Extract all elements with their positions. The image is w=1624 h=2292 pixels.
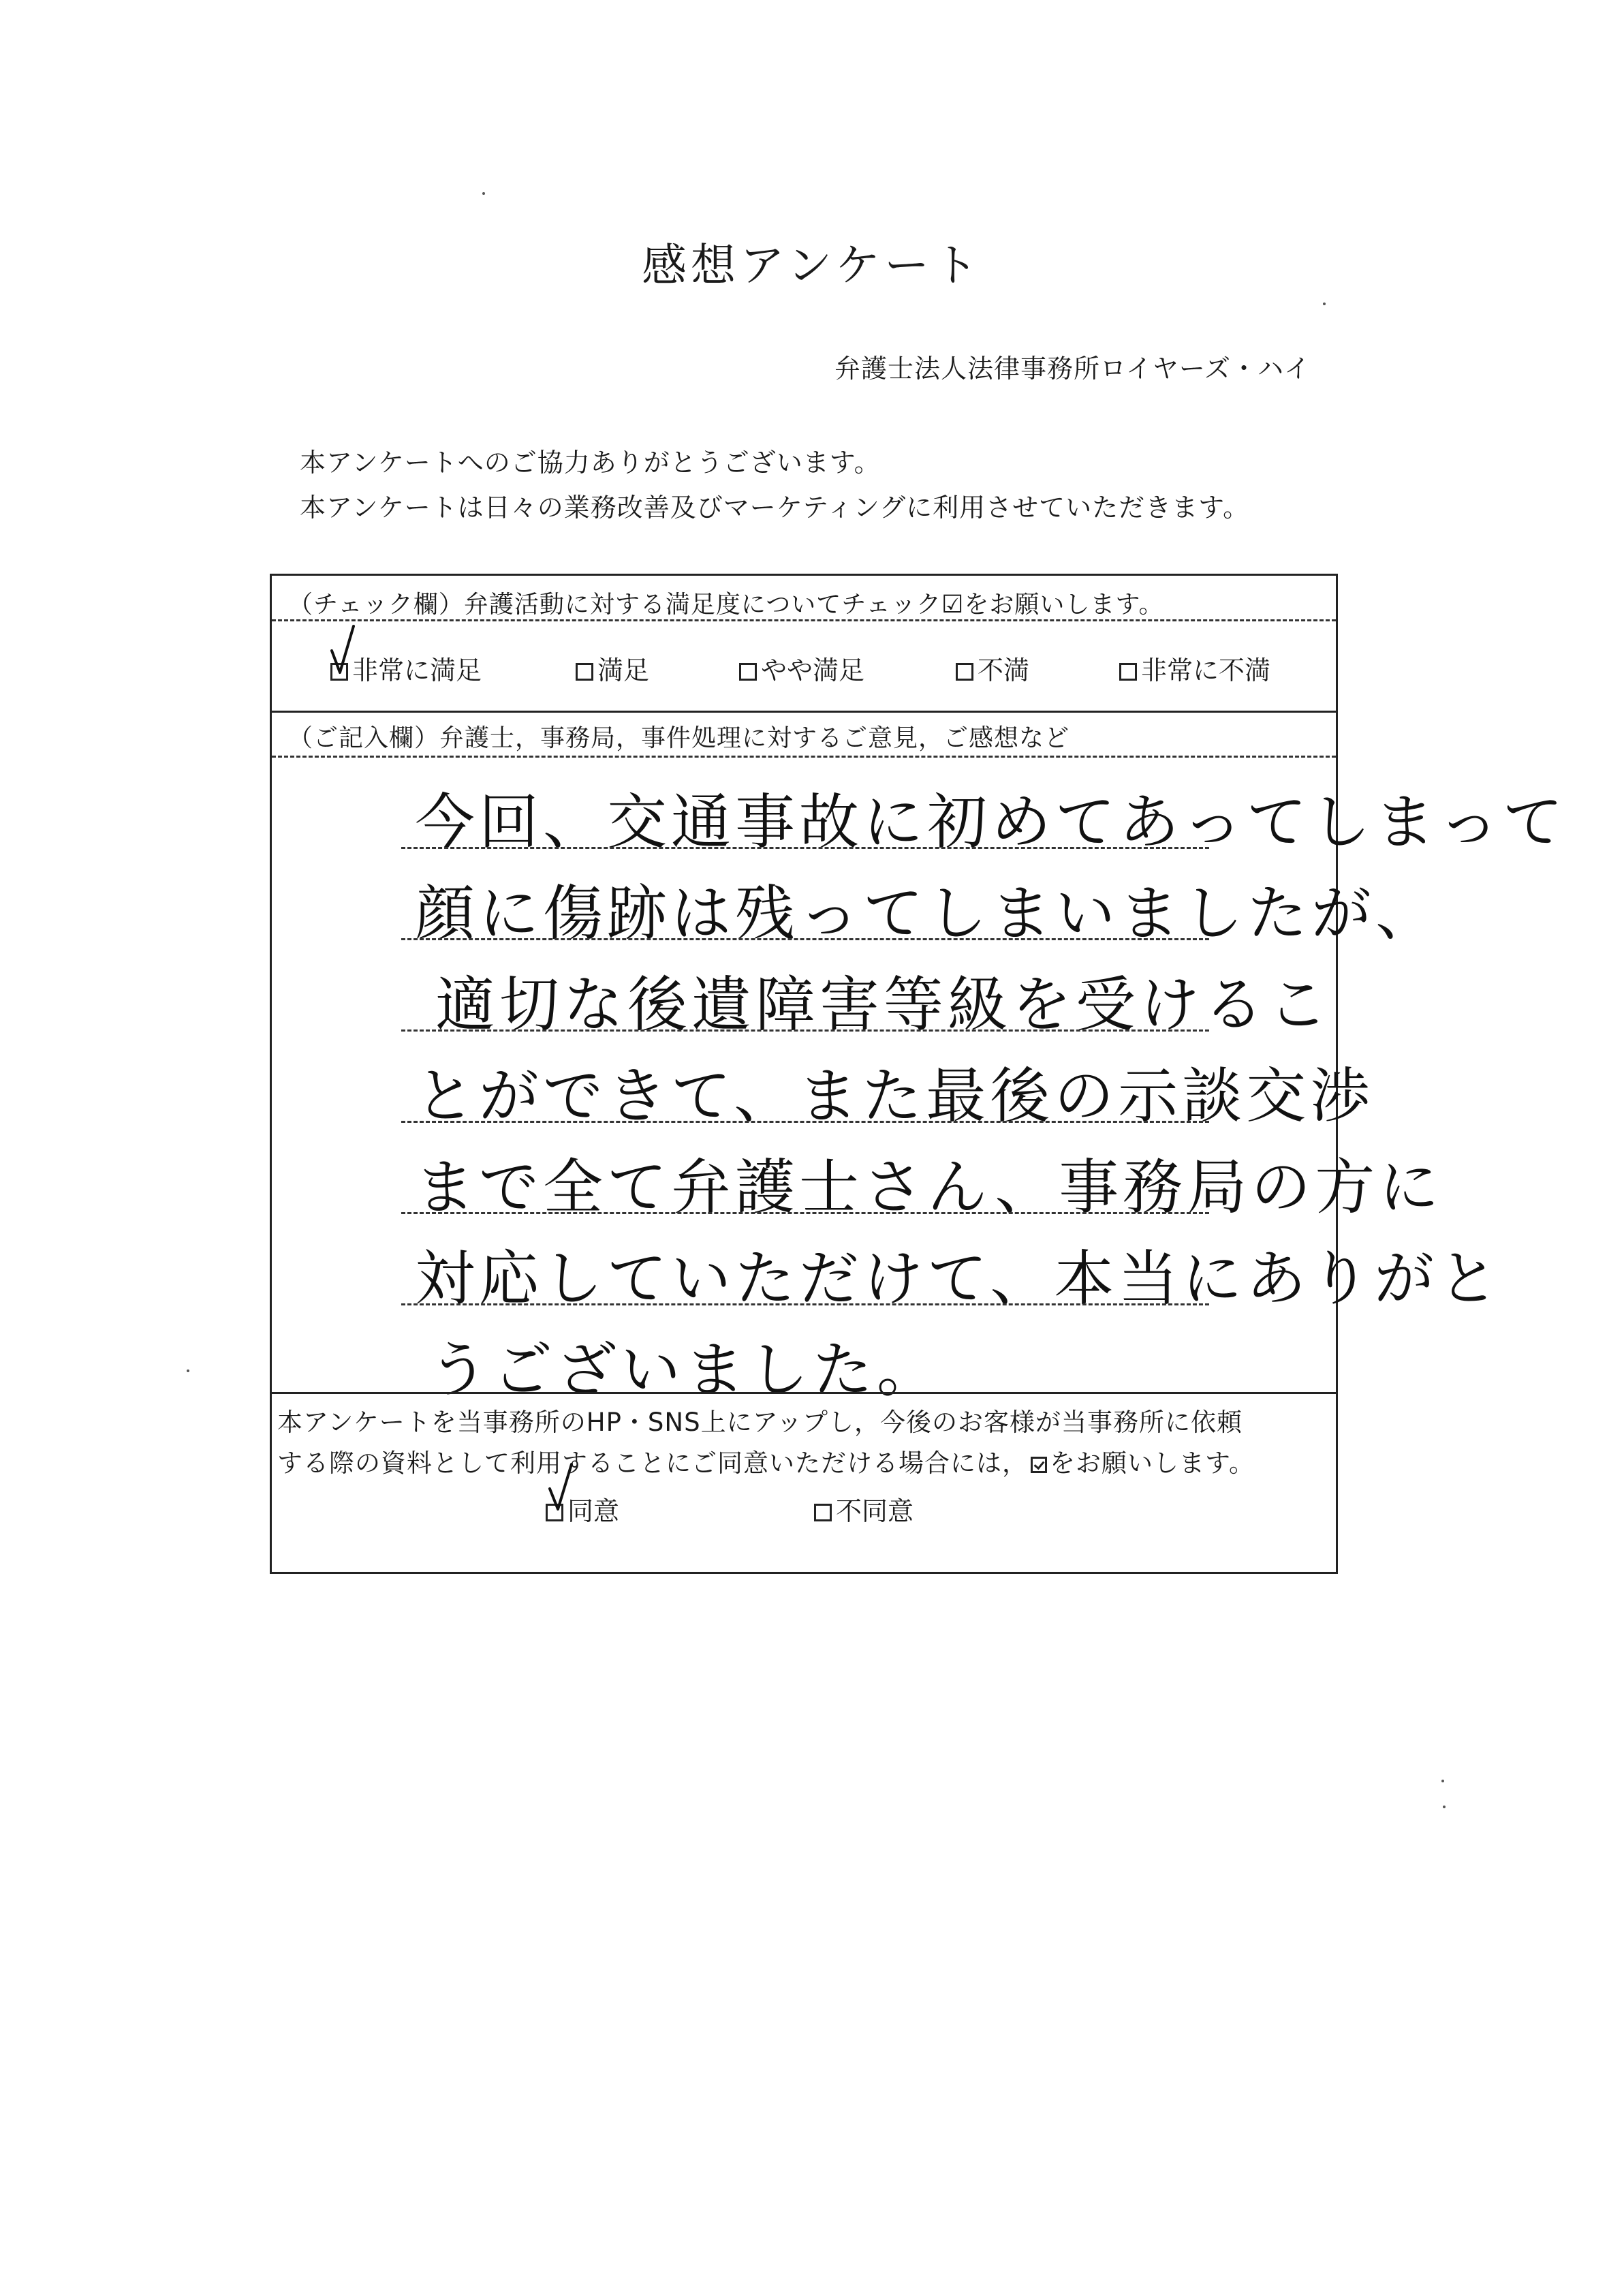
check-section-header: （チェック欄）弁護活動に対する満足度についてチェック☑をお願いします。 (288, 591, 1164, 619)
handwritten-line-5: まで全て弁護士さん、事務局の方に (415, 1152, 1443, 1222)
checkmark-icon (547, 1459, 574, 1513)
section-divider (272, 1392, 1336, 1394)
writing-rule (401, 1029, 1209, 1032)
option-label: やや満足 (761, 655, 865, 685)
handwritten-line-6: 対応していただけて、本当にありがと (415, 1243, 1503, 1314)
option-label: 不満 (978, 655, 1030, 685)
scan-speck (1441, 1780, 1444, 1782)
checkbox-icon[interactable] (814, 1504, 832, 1521)
page-title: 感想アンケート (641, 239, 983, 292)
option-satisfied[interactable] (576, 649, 649, 687)
handwritten-line-4: とができて、また最後の示談交渉 (415, 1061, 1375, 1131)
handwritten-line-7: うございました。 (428, 1335, 941, 1405)
checkmark-icon (329, 623, 356, 678)
writing-rule (401, 938, 1209, 940)
scan-speck (1443, 1806, 1446, 1808)
divider (272, 756, 1336, 758)
intro-line-2: 本アンケートは日々の業務改善及びマーケティングに利用させていただきます。 (300, 493, 1250, 523)
checkbox-icon[interactable] (1119, 663, 1137, 681)
survey-form (270, 574, 1567, 1574)
option-label: 非常に不満 (1141, 655, 1271, 685)
comment-section-header: （ご記入欄）弁護士，事務局，事件処理に対するご意見，ご感想など (288, 724, 1070, 752)
option-label: 同意 (567, 1496, 620, 1526)
handwritten-line-2: 顔に傷跡は残ってしまいましたが、 (415, 878, 1440, 948)
consent-text-line-2: する際の資料として利用することにご同意いただける場合には， をお願いします。 (277, 1449, 1255, 1478)
checkbox-icon[interactable] (739, 663, 757, 681)
checked-box-icon (1031, 1457, 1047, 1473)
writing-rule (401, 1121, 1209, 1123)
writing-rule (401, 847, 1209, 849)
writing-rule (401, 1212, 1209, 1214)
organization-name: 弁護士法人法律事務所ロイヤーズ・ハイ (834, 354, 1311, 384)
checkbox-icon[interactable] (576, 663, 593, 681)
scan-speck (482, 192, 485, 195)
scan-speck (187, 1369, 189, 1372)
option-dissatisfied[interactable] (956, 649, 1029, 687)
option-label: 非常に満足 (352, 655, 482, 685)
checkbox-icon[interactable] (956, 663, 973, 681)
option-very-dissatisfied[interactable] (1119, 649, 1270, 687)
handwritten-line-3: 適切な後遺障害等級を受けるこ (435, 970, 1332, 1040)
divider (272, 619, 1336, 621)
consent-text-line-1: 本アンケートを当事務所のHP・SNS上にアップし，今後のお客様が当事務所に依頼 (277, 1408, 1243, 1437)
intro-line-1: 本アンケートへのご協力ありがとうございます。 (300, 448, 881, 478)
handwritten-line-1: 今回、交通事故に初めてあってしまって (415, 787, 1567, 857)
option-label: 不同意 (836, 1496, 914, 1526)
option-label: 満足 (597, 655, 650, 685)
writing-rule (401, 1303, 1209, 1305)
scan-speck (1323, 303, 1326, 305)
section-divider (272, 711, 1336, 713)
option-disagree[interactable] (814, 1490, 914, 1528)
option-somewhat-satisfied[interactable] (739, 649, 864, 687)
